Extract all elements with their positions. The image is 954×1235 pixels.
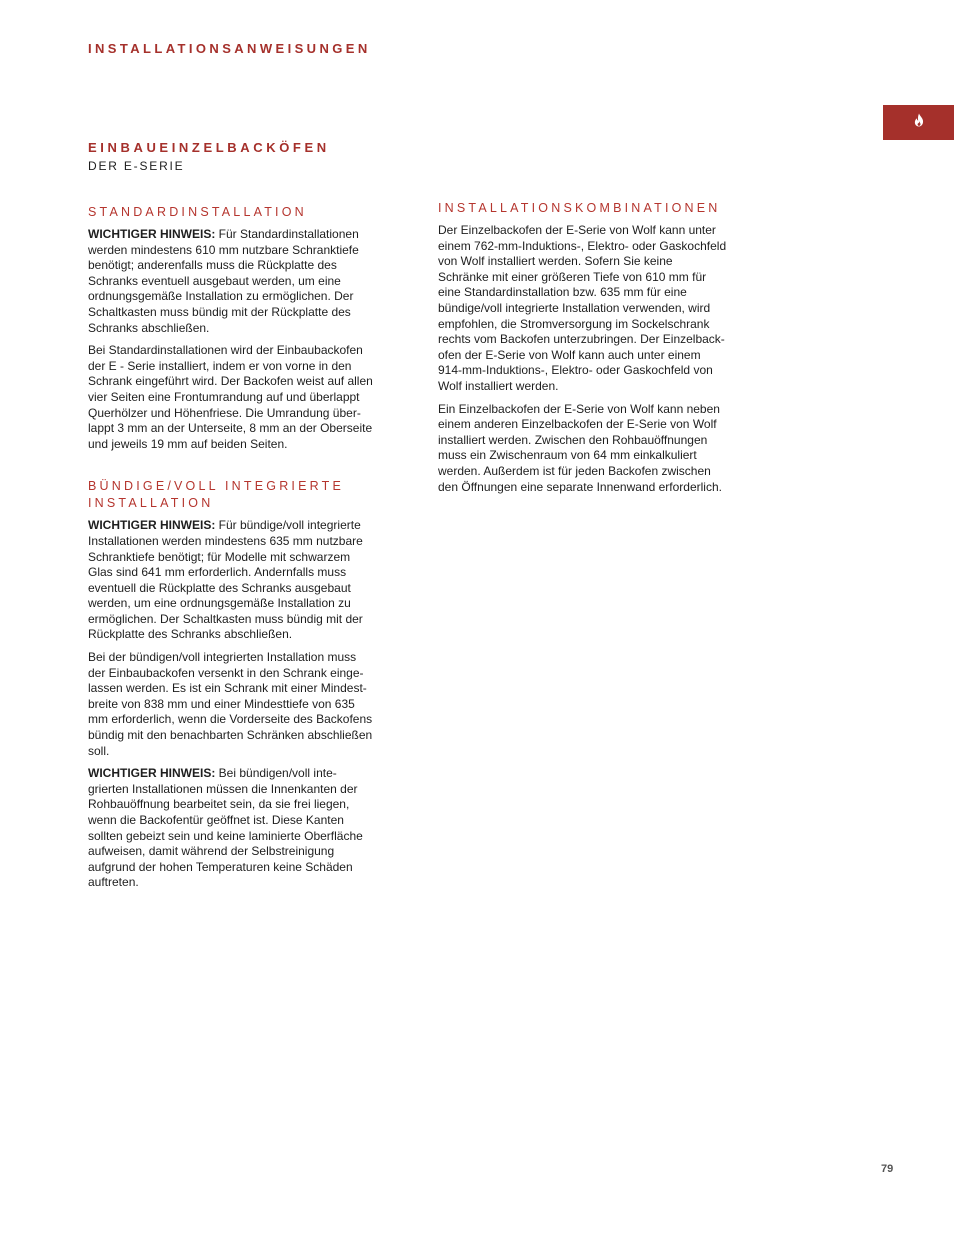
flush-paragraph: Bei der bündigen/voll integrierten Installation muss der Einbaubackofen versenkt in den Schrank einge- lassen werden. Es ist ein Schrank mit einer Mindest- breite von 838 mm und einer Mindesttiefe von 635 mm erforderlich, wenn die Vorderseite des Backofens bündig mit den benachbarten Schränken abschließen soll. bbox=[88, 650, 373, 758]
note-label: WICHTIGER HINWEIS: bbox=[88, 227, 216, 241]
note-label: WICHTIGER HINWEIS: bbox=[88, 518, 216, 533]
flush-note-2 bbox=[88, 766, 406, 891]
section-tab[interactable] bbox=[883, 105, 954, 140]
standard-installation-heading: STANDARDINSTALLATION bbox=[88, 205, 307, 219]
page-number: 79 bbox=[881, 1163, 894, 1175]
note-label: WICHTIGER HINWEIS: bbox=[88, 766, 216, 781]
section-title: EINBAUEINZELBACKÖFEN bbox=[88, 140, 330, 155]
section-subtitle: DER E-SERIE bbox=[88, 159, 185, 173]
flame-icon bbox=[913, 113, 925, 132]
combinations-heading: INSTALLATIONSKOMBINATIONEN bbox=[438, 201, 721, 215]
left-column bbox=[88, 204, 406, 898]
standard-paragraph: Bei Standardinstallationen wird der Einbaubackofen der E - Serie installiert, indem er von vorne in den Schrank eingeführt wird. Der Backofen weist auf allen vier Seiten eine Frontumrandung auf und überlappt Querhölzer und Höhenfriese. Die Umrandung über- lappt 3 mm an der Unterseite, 8 mm an der Oberseite und jeweils 19 mm auf beiden Seiten. bbox=[88, 343, 373, 451]
header-title: INSTALLATIONSANWEISUNGEN bbox=[88, 41, 371, 56]
note-text: Bei bündigen/voll inte- grierten Installationen müssen die Innenkanten der Rohbauöffnung bearbeitet sein, da sie frei liegen, wenn die Backofentür geöffnet ist. Diese Kanten sollten gebeizt sein und keine laminierte Oberfläche aufweisen, damit während der Selbstreinigung aufgrund der hohen Temperaturen keine Schäden auftreten. bbox=[88, 766, 363, 890]
flush-heading-line2: INSTALLATION bbox=[88, 496, 214, 511]
flush-note-1 bbox=[88, 518, 406, 643]
right-column bbox=[438, 200, 756, 502]
flush-installation-heading bbox=[88, 478, 406, 512]
note-text: Für bündige/voll integrierte Installationen werden mindestens 635 mm nutzbare Schranktiefe benötigt; für Modelle mit schwarzem Glas sind 641 mm erforderlich. Andernfalls muss eventuell die Rückplatte des Schranks ausgebaut werden, um eine ordnungsgemäße Installation zu ermöglichen. Der Schaltkasten muss bündig mit der Rückplatte des Schranks abschließen. bbox=[88, 518, 363, 642]
note-text: Für Standardinstallationen werden mindestens 610 mm nutzbare Schranktiefe benötigt; anderenfalls muss die Rückplatte des Schranks eventuell ausgebaut werden, um eine ordnungsgemäße Installation zu ermöglichen. Der Schaltkasten muss bündig mit der Rückplatte des Schranks abschließen. bbox=[88, 227, 359, 335]
combinations-paragraph-1: Der Einzelbackofen der E-Serie von Wolf kann unter einem 762-mm-Induktions-, Elektro- oder Gaskochfeld von Wolf installiert werden. Sofern Sie keine Schränke mit einer größeren Tiefe von 610 mm für eine Standardinstallation bzw. 635 mm für eine bündige/voll integrierte Installation verwenden, wird empfohlen, die Stromversorgung im Sockelschrank rechts vom Backofen unterzubringen. Der Einzelback- ofen der E-Serie von Wolf kann auch unter einem 914-mm-Induktions-, Elektro- oder Gaskochfeld von Wolf installiert werden. bbox=[438, 223, 727, 393]
flush-heading-line1: BÜNDIGE/VOLL INTEGRIERTE bbox=[88, 479, 345, 494]
standard-note bbox=[88, 227, 406, 336]
combinations-paragraph-2: Ein Einzelbackofen der E-Serie von Wolf kann neben einem anderen Einzelbackofen der E-Serie von Wolf installiert werden. Zwischen den Rohbauöffnungen muss ein Zwischenraum von 64 mm einkalkuliert werden. Außerdem ist für jeden Backofen zwischen den Öffnungen eine separate Innenwand erforderlich. bbox=[438, 401, 722, 494]
